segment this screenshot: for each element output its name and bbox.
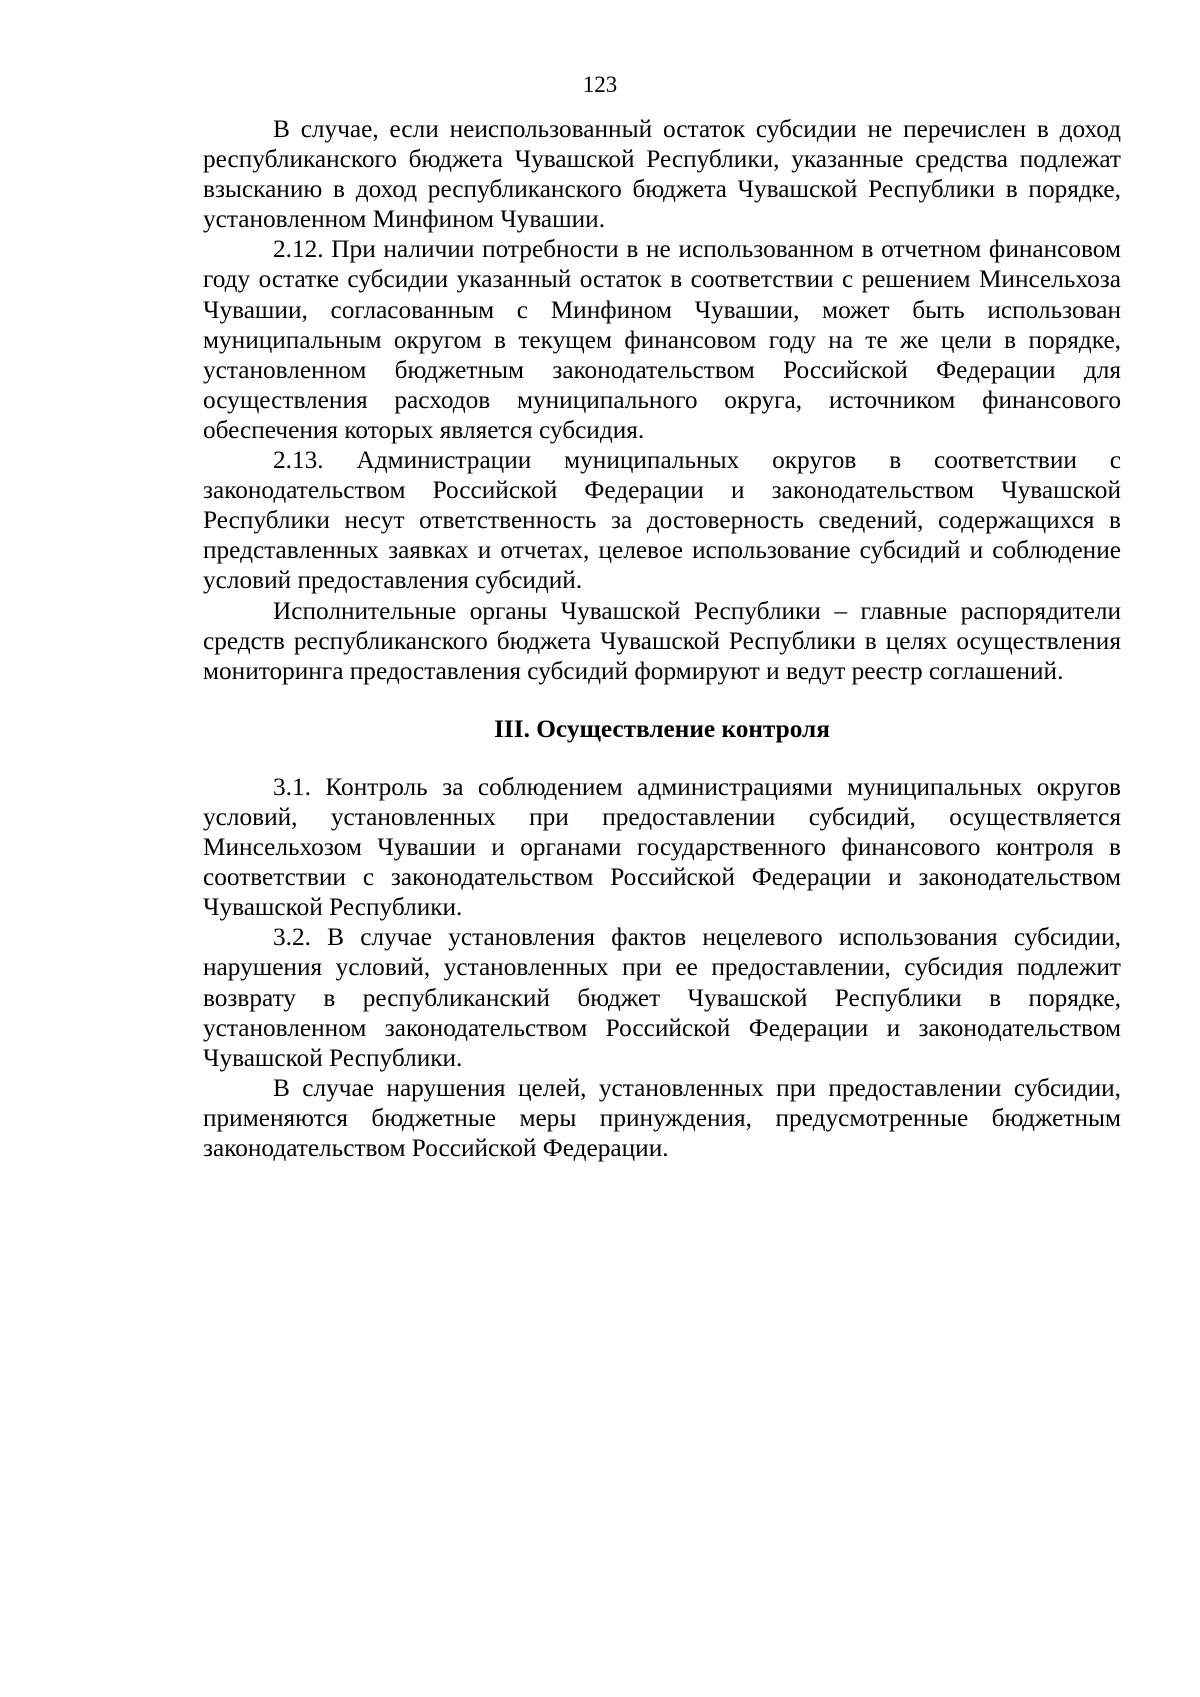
paragraph-3-2: 3.2. В случае установления фактов нецелевого использования субсидии, нарушения условий, установленных при ее предоставлении, субсидия подлежит возврату в республиканский бюджет Чувашской Республики в порядке, установленном законодательством Российской Федерации и законодательством Чувашской Республики.	[203, 923, 1121, 1072]
paragraph-unused-balance: В случае, если неиспользованный остаток субсидии не перечислен в доход республиканского бюджета Чувашской Республики, указанные средства подлежат взысканию в доход республиканского бюджета Чувашской Республики в порядке, установленном Минфином Чувашии.	[203, 115, 1121, 234]
section-heading: III. Осуществление контроля	[494, 714, 830, 743]
document-body	[203, 114, 1121, 1163]
paragraph-3-1: 3.1. Контроль за соблюдением администрациями муниципальных округов условий, установленных при предоставлении субсидий, осуществляется Минсельхозом Чувашии и органами государственного финансового контроля в соответствии с законодательством Российской Федерации и законодательством Чувашской Республики.	[203, 772, 1121, 922]
paragraph-2-12: 2.12. При наличии потребности в не использованном в отчетном финансовом году остатке субсидии указанный остаток в соответствии с решением Минсельхоза Чувашии, согласованным с Минфином Чувашии, может быть использован муниципальным округом в текущем финансовом году на те же цели в порядке, установленном бюджетным законодательством Российской Федерации для осуществления расходов муниципального округа, источником финансового обеспечения которых является субсидия.	[203, 235, 1121, 444]
paragraph-executive-bodies: Исполнительные органы Чувашской Республики – главные распорядители средств республиканского бюджета Чувашской Республики в целях осуществления мониторинга предоставления субсидий формируют и ведут реестр соглашений.	[203, 596, 1121, 685]
paragraph-goals-violation: В случае нарушения целей, установленных при предоставлении субсидии, применяются бюджетные меры принуждения, предусмотренные бюджетным законодательством Российской Федерации.	[203, 1073, 1121, 1162]
paragraph-2-13: 2.13. Администрации муниципальных округов в соответствии с законодательством Российской Федерации и законодательством Чувашской Республики несут ответственность за достоверность сведений, содержащихся в представленных заявках и отчетах, целевое использование субсидий и соблюдение условий предоставления субсидий.	[203, 446, 1121, 595]
page-number: 123	[582, 72, 618, 97]
